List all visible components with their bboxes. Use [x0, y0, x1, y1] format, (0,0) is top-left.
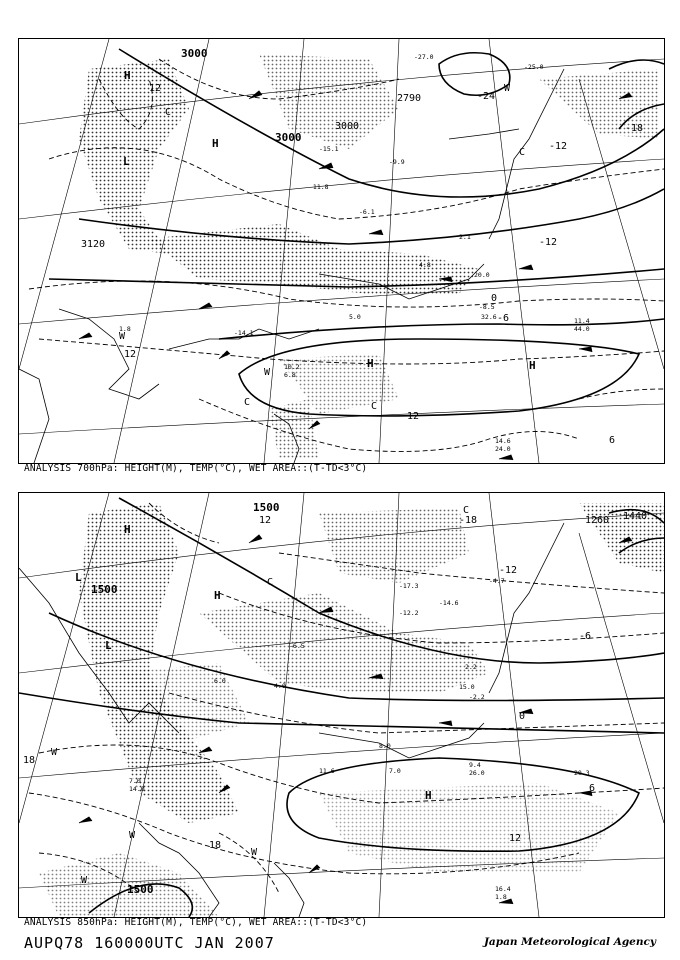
temp-label: -18	[459, 515, 478, 526]
warm-marker: W	[504, 83, 511, 94]
height-label: 1260	[585, 515, 610, 526]
obs-value: -12.2	[399, 609, 419, 617]
obs-value: 10.2	[284, 363, 300, 371]
temp-label: -18	[625, 123, 644, 134]
height-label: 3000	[335, 121, 360, 132]
obs-value: 14.6	[495, 437, 511, 445]
obs-value: 6.8	[284, 371, 296, 379]
obs-value: 26.0	[469, 769, 485, 777]
temp-label: -24	[477, 91, 496, 102]
temp-label: 6	[589, 783, 596, 794]
obs-value: 14.0	[129, 785, 145, 793]
obs-value: 4.0	[274, 682, 286, 690]
cold-marker: C	[463, 505, 470, 516]
temp-label: 12	[124, 349, 137, 360]
obs-value: -14.1	[234, 329, 254, 337]
panel-850-caption: ANALYSIS 850hPa: HEIGHT(M), TEMP(°C), WET AREA::(T-TD<3°C)	[24, 917, 368, 928]
obs-value: 20.0	[474, 271, 490, 279]
height-label: 1500	[253, 501, 280, 514]
height-label: 3000	[181, 47, 208, 60]
obs-value: 1.8	[119, 325, 131, 333]
obs-value: 1.8	[495, 893, 507, 901]
temp-label: 6	[609, 435, 616, 446]
warm-marker: W	[264, 367, 271, 378]
agency-name: Japan Meteorological Agency	[483, 936, 656, 948]
height-label: 1440	[623, 511, 648, 522]
temp-label: -12	[539, 237, 558, 248]
obs-value: 8.0	[379, 742, 391, 750]
high-marker: H	[367, 357, 374, 370]
cold-marker: C	[244, 397, 251, 408]
temp-label: 0	[491, 293, 498, 304]
panel-700-caption: ANALYSIS 700hPa: HEIGHT(M), TEMP(°C), WET AREA::(T-TD<3°C)	[24, 463, 368, 474]
height-label: 2790	[397, 93, 422, 104]
temp-label: -12	[499, 565, 518, 576]
obs-value: -9.9	[389, 158, 405, 166]
high-marker: H	[425, 789, 432, 802]
low-marker: L	[75, 571, 82, 584]
map-700hpa	[19, 39, 664, 463]
high-marker: H	[529, 359, 536, 372]
height-label: 1500	[127, 883, 154, 896]
low-marker: L	[123, 155, 130, 168]
high-marker: H	[214, 589, 221, 602]
obs-value: 24.0	[495, 445, 511, 453]
obs-value: 7.0	[129, 777, 141, 785]
warm-marker: W	[51, 747, 58, 758]
temp-label: 12	[149, 83, 162, 94]
cold-marker: C	[371, 401, 378, 412]
map-panel-850hpa	[18, 492, 665, 918]
obs-value: -25.0	[524, 63, 544, 71]
temp-label: -12	[549, 141, 568, 152]
height-label: 3120	[81, 239, 106, 250]
chart-code: AUPQ78 160000UTC JAN 2007	[24, 934, 275, 952]
warm-marker: W	[129, 830, 136, 841]
high-marker: H	[124, 523, 131, 536]
obs-value: 11.4	[574, 317, 590, 325]
obs-value: -15.1	[319, 145, 339, 153]
obs-value: 2.2	[465, 663, 477, 671]
obs-value: -14.6	[439, 599, 459, 607]
obs-value: -2.2	[469, 693, 485, 701]
temp-label: -6	[497, 313, 510, 324]
obs-value: 5.0	[349, 313, 361, 321]
temp-label: 18	[209, 840, 222, 851]
obs-value: -6.5	[289, 642, 305, 650]
obs-value: 4.8	[419, 261, 431, 269]
obs-value: 16.4	[495, 885, 511, 893]
obs-value: 2.1	[459, 233, 471, 241]
cold-marker: C	[267, 577, 274, 588]
map-850hpa	[19, 493, 664, 917]
cold-marker: C	[165, 107, 172, 118]
obs-value: 7.0	[389, 767, 401, 775]
temp-label: 12	[259, 515, 272, 526]
obs-value: -4.7	[489, 577, 505, 585]
height-label: 3000	[275, 131, 302, 144]
height-label: 1500	[91, 583, 118, 596]
obs-value: 20.3	[574, 769, 590, 777]
obs-value: 11.6	[319, 767, 335, 775]
cold-marker: C	[519, 147, 526, 158]
obs-value: 6.0	[214, 677, 226, 685]
warm-marker: W	[81, 875, 88, 886]
temp-label: 18	[23, 755, 36, 766]
obs-value: 9.4	[469, 761, 481, 769]
obs-value: -6.1	[359, 208, 375, 216]
map-panel-700hpa	[18, 38, 665, 464]
warm-marker: W	[119, 331, 126, 342]
temp-label: 12	[509, 833, 522, 844]
temp-label: -6	[579, 631, 592, 642]
obs-value: -27.0	[414, 53, 434, 61]
obs-value: 44.0	[574, 325, 590, 333]
temp-label: 12	[407, 411, 420, 422]
obs-value: -17.3	[399, 582, 419, 590]
obs-value: 15.0	[459, 683, 475, 691]
obs-value: -11.8	[309, 183, 329, 191]
low-marker: L	[105, 639, 112, 652]
obs-value: 32.6	[481, 313, 497, 321]
obs-value: -8.5	[479, 303, 495, 311]
warm-marker: W	[251, 847, 258, 858]
high-marker: H	[124, 69, 131, 82]
temp-label: 0	[519, 711, 526, 722]
high-marker: H	[212, 137, 219, 150]
